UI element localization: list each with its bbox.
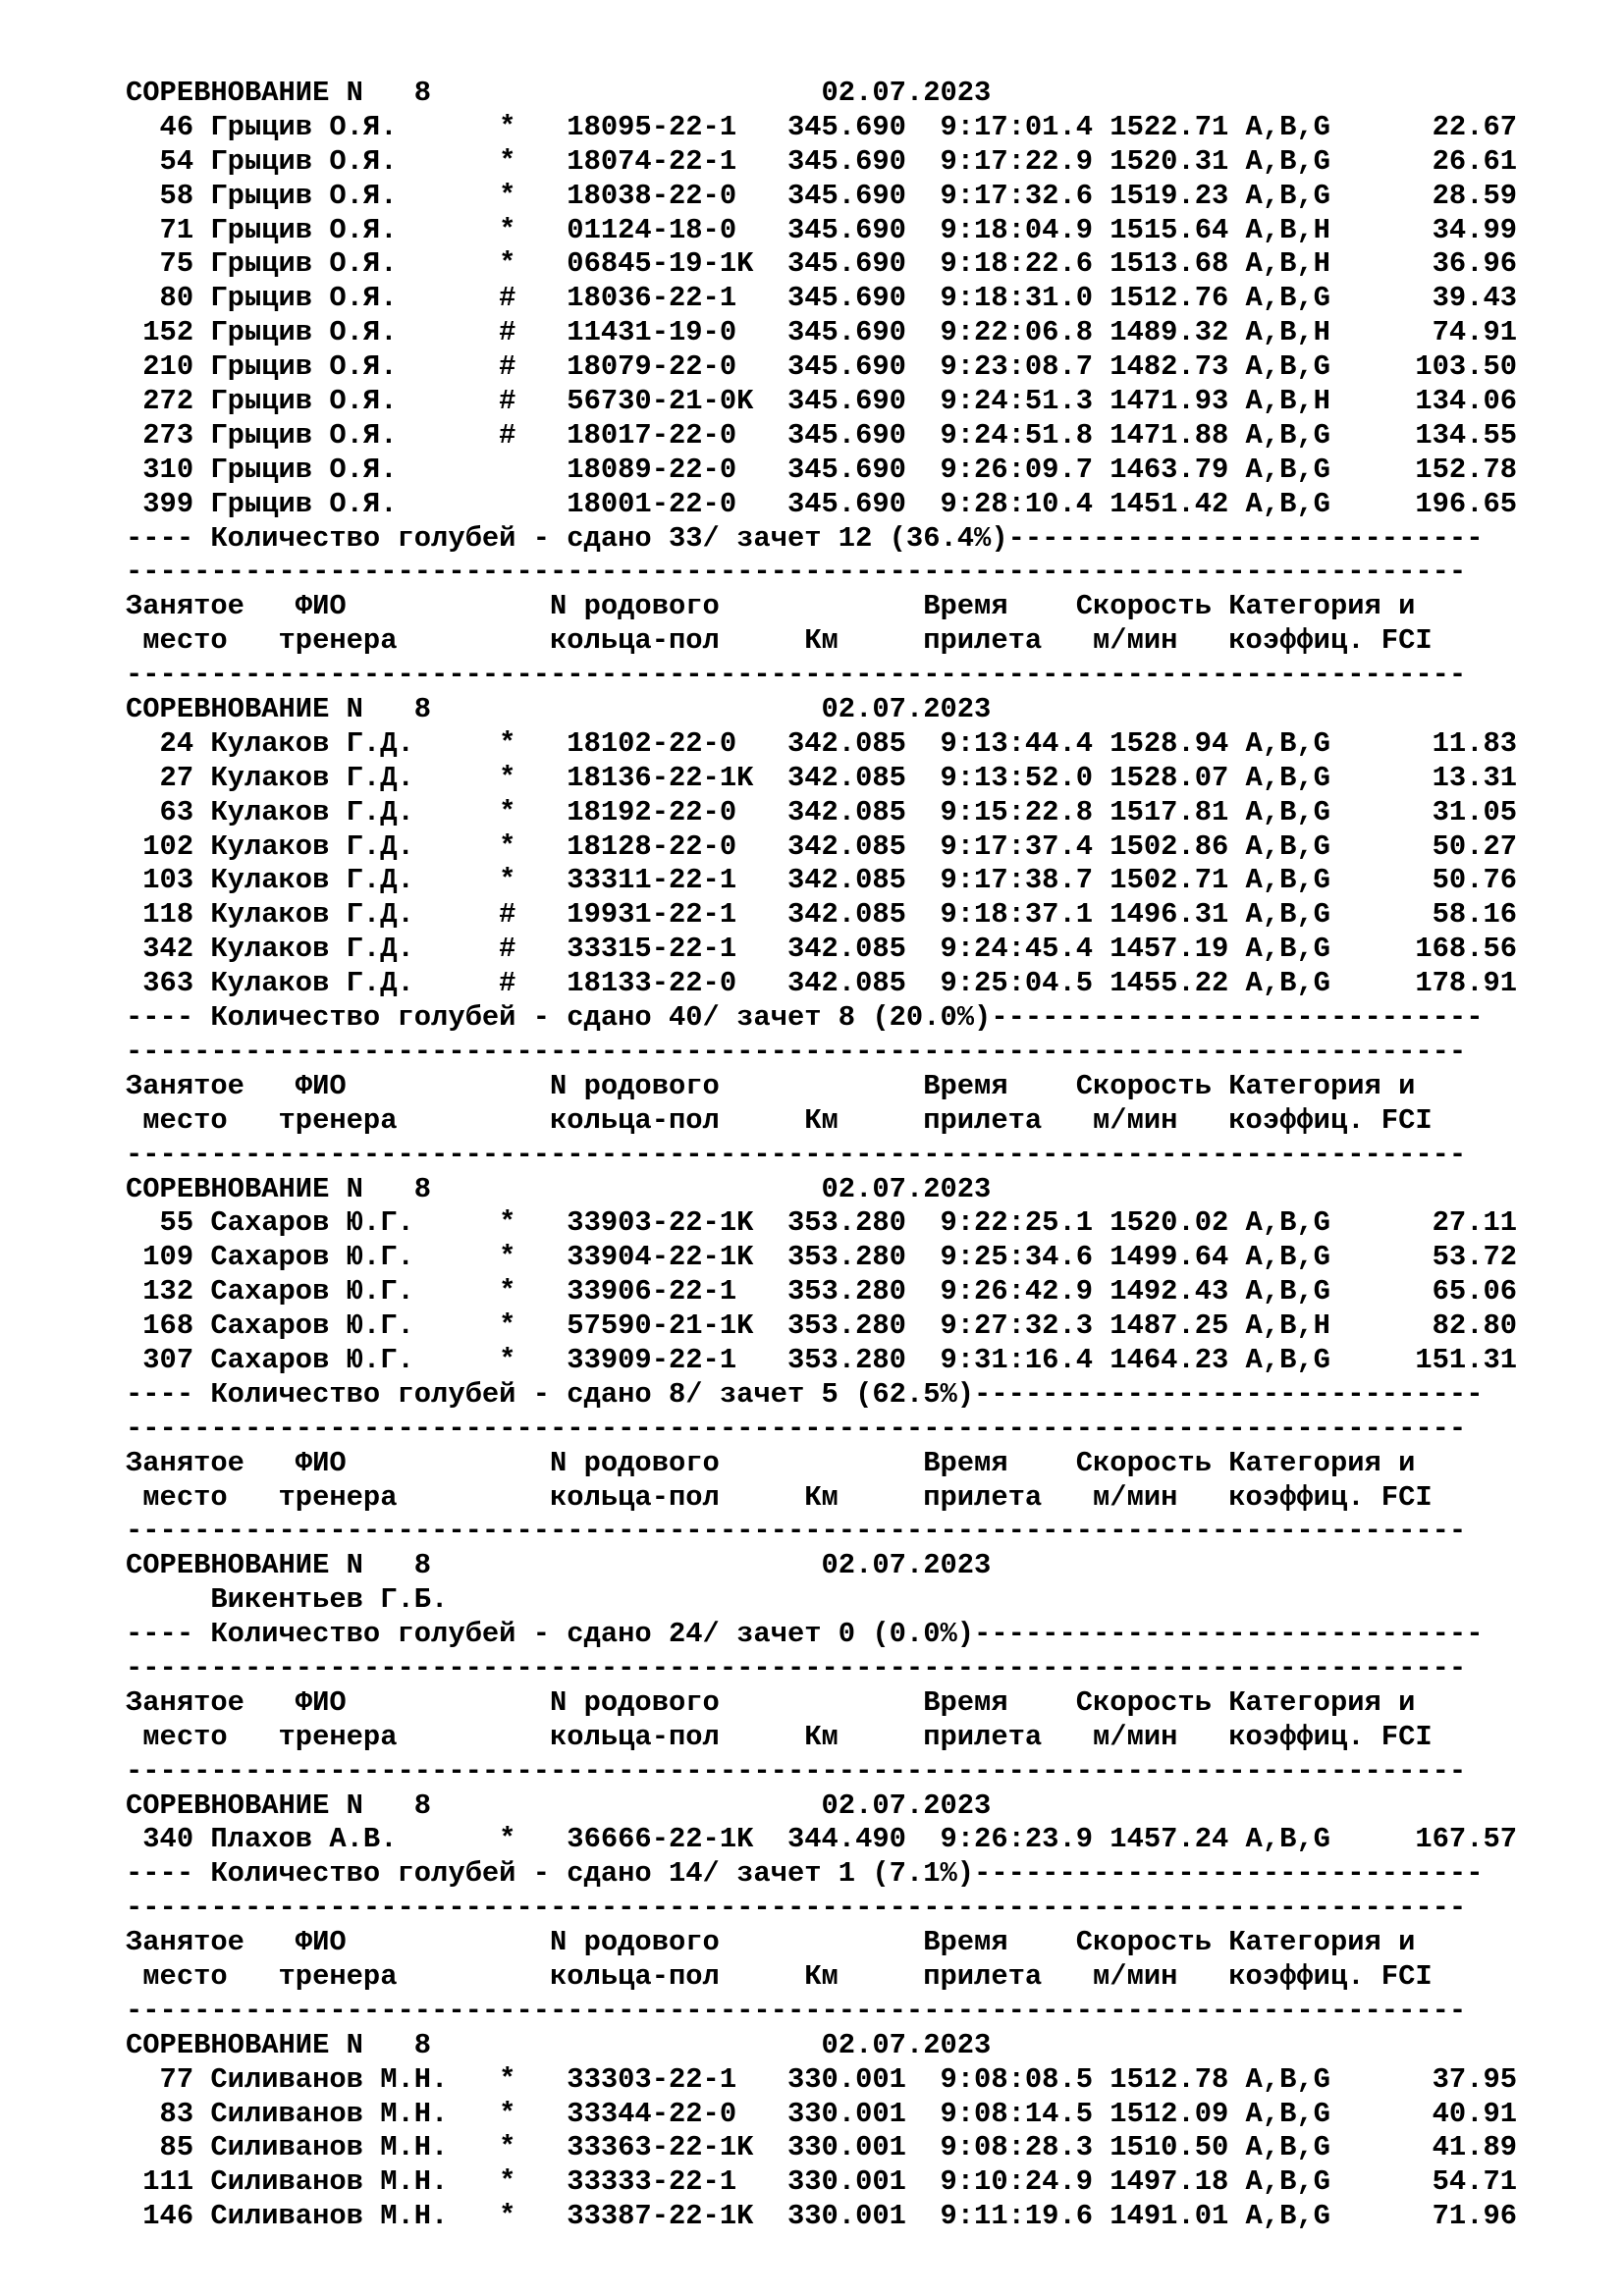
result-row: 118 Кулаков Г.Д. # 19931-22-1 342.085 9:18:37.1 1496.31 A,B,G 58.16 xyxy=(126,898,1518,932)
separator-line: ------------------------------------------------------------------------------- xyxy=(126,1412,1467,1445)
result-row: 71 Грыцив О.Я. * 01124-18-0 345.690 9:18:04.9 1515.64 A,B,H 34.99 xyxy=(126,213,1518,246)
column-header-line-1: Занятое ФИО N родового Время Скорость Категория и xyxy=(126,590,1416,623)
separator-line: ------------------------------------------------------------------------------- xyxy=(126,1035,1467,1068)
column-header-line-1: Занятое ФИО N родового Время Скорость Категория и xyxy=(126,1926,1416,1959)
result-row: 363 Кулаков Г.Д. # 18133-22-0 342.085 9:25:04.5 1455.22 A,B,G 178.91 xyxy=(126,967,1518,1000)
results-document xyxy=(126,77,1517,2234)
result-row: 132 Сахаров Ю.Г. * 33906-22-1 353.280 9:26:42.9 1492.43 A,B,G 65.06 xyxy=(126,1275,1518,1308)
section-summary: ---- Количество голубей - сдано 33/ зачет 12 (36.4%)---------------------------- xyxy=(126,521,1484,555)
column-header-line-1: Занятое ФИО N родового Время Скорость Категория и xyxy=(126,1069,1416,1102)
result-row: 80 Грыцив О.Я. # 18036-22-1 345.690 9:18:31.0 1512.76 A,B,G 39.43 xyxy=(126,282,1518,315)
separator-line: ------------------------------------------------------------------------------- xyxy=(126,556,1467,589)
result-row: 46 Грыцив О.Я. * 18095-22-1 345.690 9:17:01.4 1522.71 A,B,G 22.67 xyxy=(126,110,1518,143)
column-header-line-2: место тренера кольца-пол Км прилета м/мин коэффиц. FCI xyxy=(126,1103,1433,1137)
result-row: 342 Кулаков Г.Д. # 33315-22-1 342.085 9:24:45.4 1457.19 A,B,G 168.56 xyxy=(126,933,1518,966)
competition-title: СОРЕВНОВАНИЕ N 8 02.07.2023 xyxy=(126,693,992,726)
result-row: 75 Грыцив О.Я. * 06845-19-1K 345.690 9:18:22.6 1513.68 A,B,H 36.96 xyxy=(126,247,1518,281)
result-row: 77 Силиванов М.Н. * 33303-22-1 330.001 9:08:08.5 1512.78 A,B,G 37.95 xyxy=(126,2062,1518,2096)
result-row: 111 Силиванов М.Н. * 33333-22-1 330.001 9:10:24.9 1497.18 A,B,G 54.71 xyxy=(126,2165,1518,2199)
separator-line: ------------------------------------------------------------------------------- xyxy=(126,1754,1467,1788)
separator-line: ------------------------------------------------------------------------------- xyxy=(126,659,1467,692)
result-row: 102 Кулаков Г.Д. * 18128-22-0 342.085 9:17:37.4 1502.86 A,B,G 50.27 xyxy=(126,829,1518,863)
section-summary: ---- Количество голубей - сдано 40/ зачет 8 (20.0%)----------------------------- xyxy=(126,1001,1484,1035)
result-row: 83 Силиванов М.Н. * 33344-22-0 330.001 9:08:14.5 1512.09 A,B,G 40.91 xyxy=(126,2097,1518,2130)
separator-line: ------------------------------------------------------------------------------- xyxy=(126,1515,1467,1548)
result-row: 27 Кулаков Г.Д. * 18136-22-1K 342.085 9:13:52.0 1528.07 A,B,G 13.31 xyxy=(126,761,1518,794)
column-header-line-2: место тренера кольца-пол Км прилета м/мин коэффиц. FCI xyxy=(126,1720,1433,1753)
separator-line: ------------------------------------------------------------------------------- xyxy=(126,1651,1467,1684)
result-row: 272 Грыцив О.Я. # 56730-21-0K 345.690 9:24:51.3 1471.93 A,B,H 134.06 xyxy=(126,385,1518,418)
competition-title: СОРЕВНОВАНИЕ N 8 02.07.2023 xyxy=(126,1789,992,1822)
result-row: 310 Грыцив О.Я. 18089-22-0 345.690 9:26:09.7 1463.79 A,B,G 152.78 xyxy=(126,453,1518,486)
column-header-line-2: место тренера кольца-пол Км прилета м/мин коэффиц. FCI xyxy=(126,1480,1433,1514)
section-summary: ---- Количество голубей - сдано 14/ зачет 1 (7.1%)------------------------------ xyxy=(126,1857,1484,1891)
result-row: 85 Силиванов М.Н. * 33363-22-1K 330.001 9:08:28.3 1510.50 A,B,G 41.89 xyxy=(126,2131,1518,2164)
result-row: 152 Грыцив О.Я. # 11431-19-0 345.690 9:22:06.8 1489.32 A,B,H 74.91 xyxy=(126,316,1518,349)
section-summary: ---- Количество голубей - сдано 8/ зачет 5 (62.5%)------------------------------ xyxy=(126,1377,1484,1411)
result-row: 210 Грыцив О.Я. # 18079-22-0 345.690 9:23:08.7 1482.73 A,B,G 103.50 xyxy=(126,350,1518,384)
column-header-line-1: Занятое ФИО N родового Время Скорость Категория и xyxy=(126,1446,1416,1479)
result-row: 168 Сахаров Ю.Г. * 57590-21-1K 353.280 9:27:32.3 1487.25 A,B,H 82.80 xyxy=(126,1309,1518,1343)
section-summary: ---- Количество голубей - сдано 24/ зачет 0 (0.0%)------------------------------ xyxy=(126,1618,1484,1651)
result-row: 109 Сахаров Ю.Г. * 33904-22-1K 353.280 9:25:34.6 1499.64 A,B,G 53.72 xyxy=(126,1241,1518,1274)
result-row: 63 Кулаков Г.Д. * 18192-22-0 342.085 9:15:22.8 1517.81 A,B,G 31.05 xyxy=(126,795,1518,828)
separator-line: ------------------------------------------------------------------------------- xyxy=(126,1994,1467,2027)
result-row: 55 Сахаров Ю.Г. * 33903-22-1K 353.280 9:22:25.1 1520.02 A,B,G 27.11 xyxy=(126,1206,1518,1240)
competition-title: СОРЕВНОВАНИЕ N 8 02.07.2023 xyxy=(126,1172,992,1205)
result-row: 146 Силиванов М.Н. * 33387-22-1K 330.001 9:11:19.6 1491.01 A,B,G 71.96 xyxy=(126,2200,1518,2233)
separator-line: ------------------------------------------------------------------------------- xyxy=(126,1138,1467,1171)
result-row: 54 Грыцив О.Я. * 18074-22-1 345.690 9:17:22.9 1520.31 A,B,G 26.61 xyxy=(126,144,1518,178)
column-header-line-2: место тренера кольца-пол Км прилета м/мин коэффиц. FCI xyxy=(126,1959,1433,1993)
result-row: 273 Грыцив О.Я. # 18017-22-0 345.690 9:24:51.8 1471.88 A,B,G 134.55 xyxy=(126,418,1518,452)
result-row: 24 Кулаков Г.Д. * 18102-22-0 342.085 9:13:44.4 1528.94 A,B,G 11.83 xyxy=(126,726,1518,760)
separator-line: ------------------------------------------------------------------------------- xyxy=(126,1892,1467,1925)
competition-title: СОРЕВНОВАНИЕ N 8 02.07.2023 xyxy=(126,2028,992,2061)
result-row: 58 Грыцив О.Я. * 18038-22-0 345.690 9:17:32.6 1519.23 A,B,G 28.59 xyxy=(126,179,1518,212)
column-header-line-1: Занятое ФИО N родового Время Скорость Категория и xyxy=(126,1685,1416,1719)
result-row: 399 Грыцив О.Я. 18001-22-0 345.690 9:28:10.4 1451.42 A,B,G 196.65 xyxy=(126,487,1518,520)
result-row: 340 Плахов А.В. * 36666-22-1K 344.490 9:26:23.9 1457.24 A,B,G 167.57 xyxy=(126,1823,1518,1856)
competition-title: СОРЕВНОВАНИЕ N 8 02.07.2023 xyxy=(126,1549,992,1582)
result-row: 103 Кулаков Г.Д. * 33311-22-1 342.085 9:17:38.7 1502.71 A,B,G 50.76 xyxy=(126,864,1518,897)
column-header-line-2: место тренера кольца-пол Км прилета м/мин коэффиц. FCI xyxy=(126,624,1433,658)
result-row: 307 Сахаров Ю.Г. * 33909-22-1 353.280 9:31:16.4 1464.23 A,B,G 151.31 xyxy=(126,1343,1518,1376)
competition-title: СОРЕВНОВАНИЕ N 8 02.07.2023 xyxy=(126,77,992,109)
result-row: Викентьев Г.Б. xyxy=(126,1583,449,1617)
